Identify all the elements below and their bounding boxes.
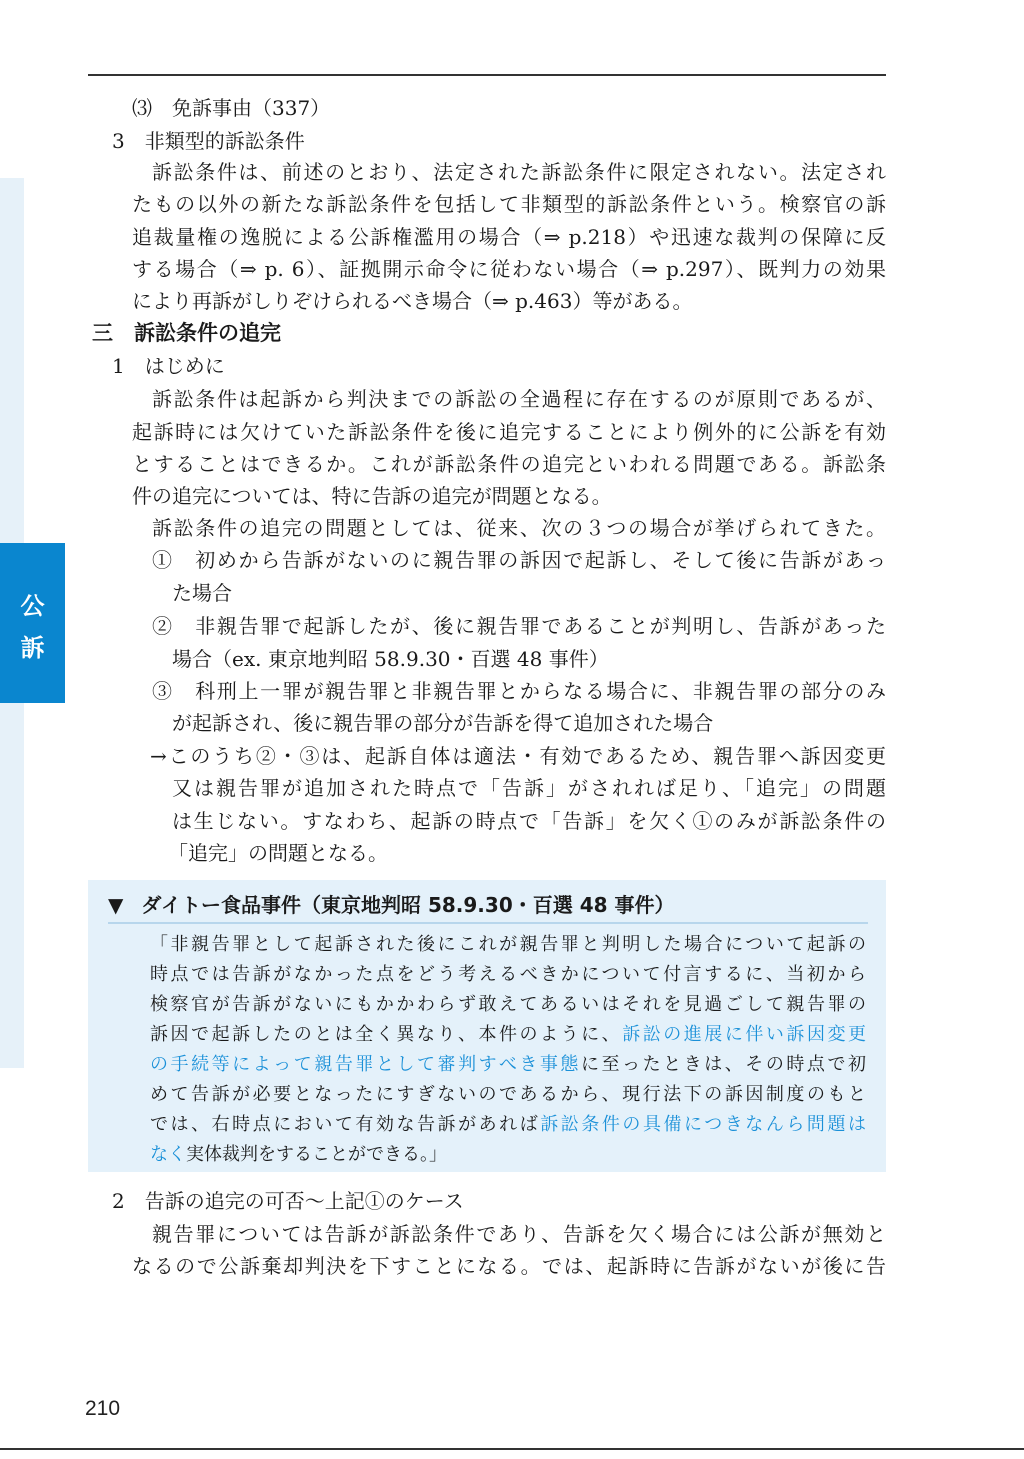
quote-text: 訴因で起訴したのとは全く異なり、本件のように、 [150, 1024, 623, 1045]
quote-text: 実体裁判をすることができる。」 [186, 1144, 447, 1165]
subsection-heading: 2 告訴の追完の可否〜上記①のケース [112, 1189, 464, 1213]
paragraph-line: 親告罪については告訴が訴訟条件であり、告訴を欠く場合には公訴が無効と [152, 1222, 886, 1246]
quote-text: に至ったときは、その時点で初 [580, 1054, 867, 1075]
paragraph-line: たもの以外の新たな訴訟条件を包括して非類型的訴訟条件という。検察官の訴 [132, 192, 886, 216]
paragraph-line: 件の追完については、特に告訴の追完が問題となる。 [132, 484, 612, 508]
chapter-tab-label [0, 585, 65, 669]
note-line: は生じない。すなわち、起訴の時点で「告訴」を欠く①のみが訴訟条件の [172, 809, 886, 833]
list-item-line: が起訴され、後に親告罪の部分が告訴を得て追加された場合 [172, 711, 714, 735]
list-item-line: 場合（ex. 東京地判昭 58.9.30・百選 48 事件） [172, 647, 609, 671]
top-rule [88, 74, 886, 76]
triangle-marker-icon: ▼ [108, 893, 124, 917]
list-item-line: ③ 科刑上一罪が親告罪と非親告罪とからなる場合に、非親告罪の部分のみ [152, 679, 886, 703]
quote-highlight: 訴訟の進展に伴い訴因変更 [622, 1024, 867, 1045]
paragraph-line: なるので公訴棄却判決を下すことになる。では、起訴時に告訴がないが後に告 [132, 1254, 886, 1278]
note-line: 又は親告罪が追加された時点で「告訴」がされれば足り、「追完」の問題 [172, 776, 886, 800]
quote-line [150, 1020, 866, 1050]
quote-text: では、右時点において有効な告訴があれば [150, 1114, 541, 1135]
note-line: →このうち②・③は、起訴自体は適法・有効であるため、親告罪へ訴因変更 [150, 744, 886, 768]
quote-highlight: 訴訟条件の具備につきなんら問題は [540, 1114, 867, 1135]
quote-highlight: の手続等によって親告罪として審判すべき事態 [150, 1054, 581, 1075]
quote-line [150, 1140, 866, 1170]
case-title-rule [108, 922, 868, 924]
paragraph-line: 訴訟条件の追完の問題としては、従来、次の３つの場合が挙げられてきた。 [152, 516, 886, 540]
quote-line: めて告訴が必要となったにすぎないのであるから、現行法下の訴因制度のもと [150, 1084, 866, 1105]
quote-line [150, 1110, 866, 1140]
case-title [108, 890, 675, 920]
paragraph-line: とすることはできるか。これが訴訟条件の追完といわれる問題である。訴訟条 [132, 452, 886, 476]
paragraph-line: する場合（⇒ p. 6）、証拠開示命令に従わない場合（⇒ p.297）、既判力の効果 [132, 257, 886, 281]
case-title-text: ダイトー食品事件（東京地判昭 58.9.30・百選 48 事件） [141, 893, 675, 917]
paragraph-line: 訴訟条件は、前述のとおり、法定された訴訟条件に限定されない。法定され [152, 160, 886, 184]
bottom-rule [0, 1448, 1024, 1450]
section-heading: 三 訴訟条件の追完 [92, 321, 281, 345]
paragraph-line: 起訴時には欠けていた訴訟条件を後に追完することにより例外的に公訴を有効 [132, 420, 886, 444]
list-item-line: ① 初めから告訴がないのに親告罪の訴因で起訴し、そして後に告訴があっ [152, 548, 886, 572]
quote-line: 検察官が告訴がないにもかかわらず敢えてあるいはそれを見過ごして親告罪の [150, 994, 866, 1015]
chapter-tab-char: 訴 [20, 634, 45, 662]
quote-line: 時点では告訴がなかった点をどう考えるべきかについて付言するに、当初から [150, 964, 866, 985]
paragraph-line: 追裁量権の逸脱による公訴権濫用の場合（⇒ p.218）や迅速な裁判の保障に反 [132, 225, 886, 249]
item-heading: ⑶ 免訴事由（337） [132, 96, 331, 120]
subsection-heading: 3 非類型的訴訟条件 [112, 129, 305, 153]
quote-highlight: なく [150, 1144, 186, 1165]
list-item-line: ② 非親告罪で起訴したが、後に親告罪であることが判明し、告訴があった [152, 614, 886, 638]
quote-line: 「非親告罪として起訴された後にこれが親告罪と判明した場合について起訴の [150, 934, 866, 955]
chapter-tab-char: 公 [20, 592, 45, 620]
page-number: 210 [85, 1397, 121, 1420]
subsection-heading: 1 はじめに [112, 354, 225, 378]
paragraph-line: 訴訟条件は起訴から判決までの訴訟の全過程に存在するのが原則であるが、 [152, 387, 886, 411]
note-line: 「追完」の問題となる。 [168, 841, 388, 865]
quote-line [150, 1050, 866, 1080]
list-item-line: た場合 [172, 581, 232, 605]
paragraph-line: により再訴がしりぞけられるべき場合（⇒ p.463）等がある。 [132, 289, 693, 313]
